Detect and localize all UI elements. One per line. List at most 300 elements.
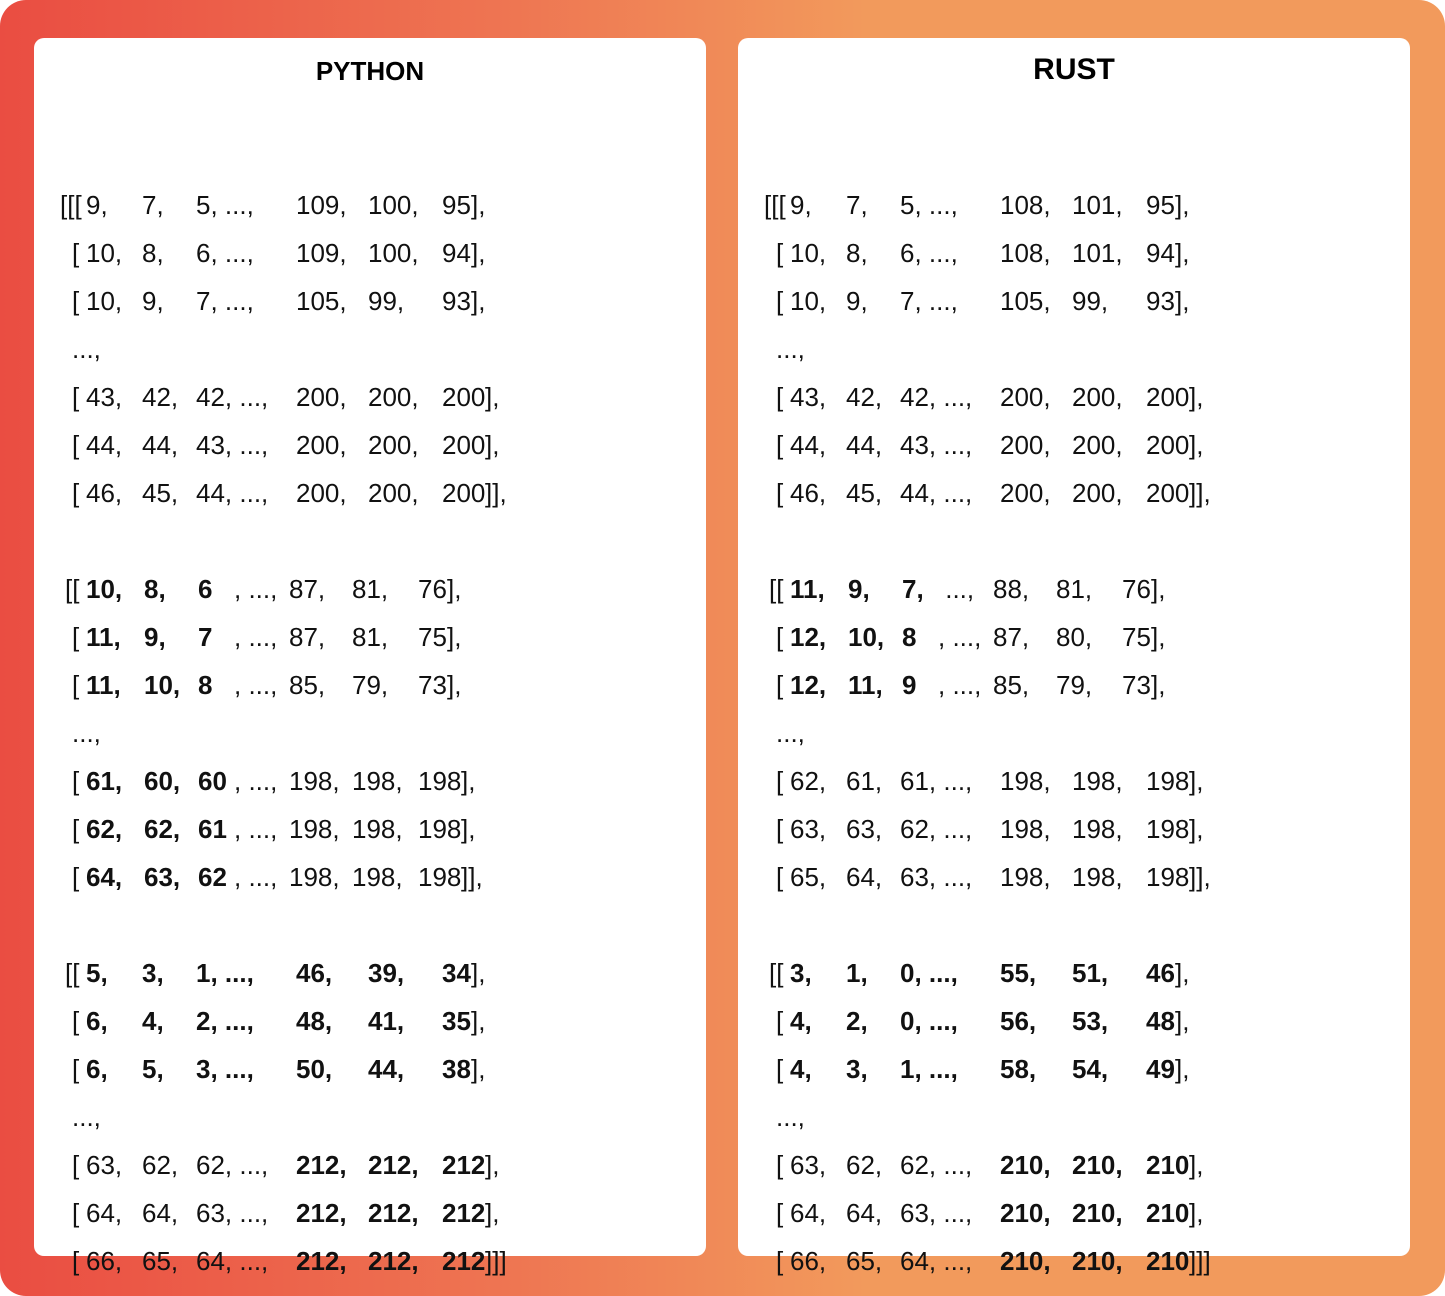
array-value: 7,: [142, 190, 164, 220]
array-value: 62, ...,: [196, 1150, 269, 1180]
array-row: [34, 757, 694, 805]
array-row: [738, 997, 1398, 1045]
array-value: 65,: [846, 1246, 883, 1276]
array-row: [34, 421, 694, 469]
array-value: 10,: [144, 670, 181, 700]
row-ellipsis: ...,: [72, 334, 101, 364]
array-value: 8,: [142, 238, 164, 268]
array-value: 42, ...,: [196, 382, 269, 412]
array-value: , ...,: [234, 622, 278, 652]
array-value: 63,: [790, 814, 827, 844]
array-value: 0, ...,: [900, 958, 958, 988]
array-value: 210,: [1000, 1246, 1051, 1276]
open-bracket: [: [776, 1006, 784, 1036]
array-value: 11,: [790, 574, 825, 604]
array-value: 198: [1146, 862, 1190, 892]
array-value: 210: [1146, 1150, 1190, 1180]
close-bracket: ]]]: [1189, 1246, 1211, 1276]
array-value: 73: [1122, 670, 1151, 700]
array-value: 75: [418, 622, 447, 652]
close-bracket: ],: [461, 766, 476, 796]
close-bracket: ],: [485, 1150, 500, 1180]
array-value: 210,: [1072, 1150, 1123, 1180]
open-bracket: [[[: [764, 190, 786, 220]
array-value: 3,: [790, 958, 812, 988]
array-row: [34, 1093, 694, 1141]
array-value: 100,: [368, 238, 419, 268]
array-value: 39,: [368, 958, 405, 988]
array-value: 200: [442, 478, 486, 508]
array-row: [738, 565, 1398, 613]
open-bracket: [: [72, 1054, 80, 1084]
array-value: 7: [198, 622, 213, 652]
array-value: 12,: [790, 622, 827, 652]
close-bracket: ],: [471, 286, 486, 316]
array-value: 9: [902, 670, 917, 700]
array-value: 200: [1146, 478, 1190, 508]
array-value: 9,: [790, 190, 812, 220]
array-value: 101,: [1072, 190, 1123, 220]
array-value: 64, ...,: [196, 1246, 269, 1276]
array-value: 198,: [1072, 766, 1123, 796]
array-value: 64,: [846, 862, 883, 892]
array-value: 81,: [352, 574, 389, 604]
close-bracket: ],: [1189, 814, 1204, 844]
array-value: 64,: [86, 862, 123, 892]
array-value: 6,: [86, 1006, 108, 1036]
rust-panel: [738, 38, 1410, 1276]
array-value: 200: [1146, 382, 1190, 412]
array-value: 7,: [902, 574, 924, 604]
array-value: 200: [442, 430, 486, 460]
open-bracket: [: [776, 238, 784, 268]
array-value: 46: [1146, 958, 1175, 988]
array-value: 212,: [296, 1246, 347, 1276]
array-row: [34, 805, 694, 853]
array-row: [738, 853, 1398, 901]
array-value: 4,: [790, 1054, 812, 1084]
array-value: 109,: [296, 238, 347, 268]
array-row: [34, 853, 694, 901]
open-bracket: [: [72, 766, 80, 796]
open-bracket: [: [776, 286, 784, 316]
array-value: 198,: [1000, 766, 1051, 796]
array-value: 73: [418, 670, 447, 700]
open-bracket: [: [776, 382, 784, 412]
array-row: [34, 1237, 694, 1285]
array-value: 212: [442, 1198, 486, 1228]
array-value: 108,: [1000, 238, 1051, 268]
array-value: 61,: [846, 766, 883, 796]
close-bracket: ],: [1151, 622, 1166, 652]
array-value: 95: [1146, 190, 1175, 220]
close-bracket: ],: [1175, 1006, 1190, 1036]
close-bracket: ],: [1151, 574, 1166, 604]
array-value: 5,: [86, 958, 108, 988]
array-value: 61: [198, 814, 227, 844]
array-row: [738, 277, 1398, 325]
open-bracket: [: [72, 862, 80, 892]
close-bracket: ],: [1189, 382, 1204, 412]
array-value: 93: [1146, 286, 1175, 316]
array-value: 42, ...,: [900, 382, 973, 412]
array-value: 64,: [790, 1198, 827, 1228]
close-bracket: ],: [1189, 1150, 1204, 1180]
array-value: 80,: [1056, 622, 1093, 652]
array-value: 7, ...,: [196, 286, 254, 316]
array-value: 44,: [790, 430, 827, 460]
close-bracket: ]],: [1189, 478, 1211, 508]
open-bracket: [: [776, 1150, 784, 1180]
array-value: 3,: [846, 1054, 868, 1084]
array-row: [738, 1141, 1398, 1189]
array-value: 76: [1122, 574, 1151, 604]
array-value: 212,: [296, 1150, 347, 1180]
array-value: 46,: [790, 478, 827, 508]
array-value: , ...,: [234, 862, 278, 892]
array-value: 58,: [1000, 1054, 1037, 1084]
close-bracket: ]],: [485, 478, 507, 508]
array-row: [34, 1189, 694, 1237]
array-value: 7,: [846, 190, 868, 220]
array-value: 8,: [144, 574, 166, 604]
array-value: 212: [442, 1150, 486, 1180]
array-row: [34, 373, 694, 421]
array-value: , ...,: [234, 814, 278, 844]
panel-title-python: PYTHON: [315, 56, 425, 86]
array-value: 212,: [296, 1198, 347, 1228]
array-value: 6, ...,: [196, 238, 254, 268]
close-bracket: ]]]: [485, 1246, 507, 1276]
array-row: [738, 1237, 1398, 1285]
array-row: [34, 1045, 694, 1093]
array-row: [34, 661, 694, 709]
array-row: [34, 997, 694, 1045]
python-panel: [34, 38, 706, 1276]
close-bracket: ],: [485, 1198, 500, 1228]
array-value: 12,: [790, 670, 827, 700]
close-bracket: ],: [1175, 958, 1190, 988]
array-row: [34, 613, 694, 661]
array-value: 200,: [296, 382, 347, 412]
array-value: 212,: [368, 1198, 419, 1228]
close-bracket: ],: [1189, 766, 1204, 796]
array-row: [738, 181, 1398, 229]
array-value: 198: [418, 814, 462, 844]
array-value: 1, ...,: [900, 1054, 958, 1084]
array-value: 10,: [86, 238, 123, 268]
array-value: 108,: [1000, 190, 1051, 220]
open-bracket: [: [776, 670, 784, 700]
array-value: 200,: [1000, 478, 1051, 508]
array-value: 3, ...,: [196, 1054, 254, 1084]
array-value: 101,: [1072, 238, 1123, 268]
array-value: 200,: [368, 478, 419, 508]
array-row: [738, 325, 1398, 373]
array-value: 42,: [846, 382, 883, 412]
close-bracket: ],: [1189, 1198, 1204, 1228]
array-value: 198,: [1000, 862, 1051, 892]
open-bracket: [: [72, 1246, 80, 1276]
array-value: 45,: [142, 478, 179, 508]
array-value: 63,: [86, 1150, 123, 1180]
array-value: 11,: [86, 670, 121, 700]
array-value: 65,: [142, 1246, 179, 1276]
array-row: [738, 805, 1398, 853]
array-value: 65,: [790, 862, 827, 892]
array-value: 63, ...,: [900, 862, 973, 892]
array-row: [738, 709, 1398, 757]
open-bracket: [: [776, 430, 784, 460]
open-bracket: [: [72, 478, 80, 508]
array-value: 198,: [289, 862, 340, 892]
open-bracket: [: [72, 382, 80, 412]
open-bracket: [: [776, 478, 784, 508]
array-value: 9,: [144, 622, 166, 652]
array-value: 61, ...,: [900, 766, 973, 796]
row-ellipsis: ...,: [776, 718, 805, 748]
array-value: 198,: [289, 814, 340, 844]
array-value: 44,: [142, 430, 179, 460]
array-value: 212: [442, 1246, 486, 1276]
array-value: 7, ...,: [900, 286, 958, 316]
array-value: 10,: [848, 622, 885, 652]
array-value: 64,: [142, 1198, 179, 1228]
array-value: 35: [442, 1006, 471, 1036]
array-value: 62: [198, 862, 227, 892]
open-bracket: [: [776, 622, 784, 652]
array-value: 100,: [368, 190, 419, 220]
array-value: , ...,: [234, 670, 278, 700]
array-value: , ...,: [938, 622, 982, 652]
array-value: 85,: [289, 670, 326, 700]
array-value: 6: [198, 574, 213, 604]
array-value: 200,: [368, 382, 419, 412]
array-value: 5, ...,: [900, 190, 958, 220]
array-value: 0, ...,: [900, 1006, 958, 1036]
array-value: 200,: [1072, 430, 1123, 460]
array-value: 200,: [296, 478, 347, 508]
array-value: 210: [1146, 1198, 1190, 1228]
array-value: 10,: [86, 574, 123, 604]
row-ellipsis: ...,: [72, 718, 101, 748]
array-row: [738, 949, 1398, 997]
array-value: 79,: [1056, 670, 1093, 700]
array-value: 9,: [848, 574, 870, 604]
array-value: 45,: [846, 478, 883, 508]
array-value: 94: [442, 238, 471, 268]
open-bracket: [: [72, 1198, 80, 1228]
array-value: , ...,: [234, 766, 278, 796]
array-value: 9,: [142, 286, 164, 316]
array-value: 198,: [289, 766, 340, 796]
array-value: 210,: [1000, 1198, 1051, 1228]
array-value: 62,: [846, 1150, 883, 1180]
array-value: 66,: [86, 1246, 123, 1276]
array-value: 5, ...,: [196, 190, 254, 220]
array-value: 105,: [1000, 286, 1051, 316]
array-value: 76: [418, 574, 447, 604]
array-value: 11,: [86, 622, 121, 652]
array-value: 64,: [846, 1198, 883, 1228]
row-ellipsis: ...,: [776, 1102, 805, 1132]
array-value: 200,: [296, 430, 347, 460]
close-bracket: ],: [485, 430, 500, 460]
array-value: 46,: [296, 958, 333, 988]
array-row: [34, 565, 694, 613]
open-bracket: [: [72, 1006, 80, 1036]
panel-title-rust: RUST: [1033, 53, 1115, 86]
array-value: 94: [1146, 238, 1175, 268]
close-bracket: ],: [447, 574, 462, 604]
array-value: 79,: [352, 670, 389, 700]
array-value: 200,: [1000, 382, 1051, 412]
array-row: [738, 421, 1398, 469]
close-bracket: ],: [1175, 1054, 1190, 1084]
open-bracket: [: [72, 1150, 80, 1180]
array-value: 95: [442, 190, 471, 220]
array-value: ...,: [938, 574, 975, 604]
array-value: 44, ...,: [196, 478, 269, 508]
array-value: 48,: [296, 1006, 333, 1036]
open-bracket: [: [72, 622, 80, 652]
array-value: 4,: [790, 1006, 812, 1036]
array-value: 51,: [1072, 958, 1109, 988]
array-value: 49: [1146, 1054, 1175, 1084]
array-value: 11,: [848, 670, 883, 700]
close-bracket: ],: [485, 382, 500, 412]
array-value: 198: [1146, 814, 1190, 844]
array-row: [34, 1141, 694, 1189]
array-row: [738, 661, 1398, 709]
array-value: 87,: [993, 622, 1030, 652]
array-value: 43,: [86, 382, 123, 412]
open-bracket: [: [72, 814, 80, 844]
open-bracket: [: [776, 862, 784, 892]
array-value: 53,: [1072, 1006, 1109, 1036]
open-bracket: [[[: [60, 190, 82, 220]
array-value: 62,: [144, 814, 181, 844]
array-value: 200,: [1072, 382, 1123, 412]
array-value: 99,: [1072, 286, 1109, 316]
array-row: [34, 277, 694, 325]
close-bracket: ],: [447, 670, 462, 700]
open-bracket: [: [776, 1198, 784, 1228]
array-value: 88,: [993, 574, 1030, 604]
array-value: 200,: [1000, 430, 1051, 460]
array-value: 4,: [142, 1006, 164, 1036]
close-bracket: ],: [471, 1006, 486, 1036]
array-value: 3,: [142, 958, 164, 988]
array-value: , ...,: [938, 670, 982, 700]
close-bracket: ],: [1175, 238, 1190, 268]
array-value: 198,: [1000, 814, 1051, 844]
close-bracket: ],: [461, 814, 476, 844]
array-value: 46,: [86, 478, 123, 508]
array-value: 8,: [846, 238, 868, 268]
array-value: 99,: [368, 286, 405, 316]
open-bracket: [: [776, 1054, 784, 1084]
array-value: 210: [1146, 1246, 1190, 1276]
array-value: 66,: [790, 1246, 827, 1276]
open-bracket: [[: [769, 958, 784, 988]
array-value: 200: [1146, 430, 1190, 460]
array-value: 62,: [86, 814, 123, 844]
array-row: [34, 229, 694, 277]
array-value: 63, ...,: [196, 1198, 269, 1228]
close-bracket: ]],: [1189, 862, 1211, 892]
open-bracket: [: [776, 814, 784, 844]
array-value: 5,: [142, 1054, 164, 1084]
array-row: [738, 373, 1398, 421]
array-row: [34, 181, 694, 229]
array-value: 6,: [86, 1054, 108, 1084]
array-row: [738, 469, 1398, 517]
array-value: , ...,: [234, 574, 278, 604]
array-value: 38: [442, 1054, 471, 1084]
array-value: 10,: [790, 286, 827, 316]
array-value: 198,: [1072, 814, 1123, 844]
close-bracket: ]],: [461, 862, 483, 892]
row-ellipsis: ...,: [776, 334, 805, 364]
close-bracket: ],: [1189, 430, 1204, 460]
array-value: 9,: [846, 286, 868, 316]
array-value: 56,: [1000, 1006, 1037, 1036]
array-value: 200,: [1072, 478, 1123, 508]
array-value: 6, ...,: [900, 238, 958, 268]
array-value: 210,: [1072, 1246, 1123, 1276]
array-value: 62,: [142, 1150, 179, 1180]
array-value: 210,: [1072, 1198, 1123, 1228]
open-bracket: [: [72, 430, 80, 460]
array-row: [34, 325, 694, 373]
array-value: 81,: [352, 622, 389, 652]
array-value: 9,: [86, 190, 108, 220]
array-value: 62, ...,: [900, 1150, 973, 1180]
array-value: 87,: [289, 622, 326, 652]
array-value: 109,: [296, 190, 347, 220]
array-value: 43, ...,: [196, 430, 269, 460]
array-value: 1,: [846, 958, 868, 988]
array-value: 212,: [368, 1246, 419, 1276]
array-value: 1, ...,: [196, 958, 254, 988]
array-value: 2,: [846, 1006, 868, 1036]
array-value: 87,: [289, 574, 326, 604]
close-bracket: ],: [471, 190, 486, 220]
array-value: 41,: [368, 1006, 405, 1036]
array-value: 105,: [296, 286, 347, 316]
array-value: 85,: [993, 670, 1030, 700]
array-value: 60,: [144, 766, 181, 796]
array-value: 81,: [1056, 574, 1093, 604]
array-value: 42,: [142, 382, 179, 412]
array-value: 54,: [1072, 1054, 1109, 1084]
array-row: [738, 613, 1398, 661]
array-row: [738, 1045, 1398, 1093]
array-value: 198,: [352, 862, 403, 892]
array-value: 200: [442, 382, 486, 412]
array-value: 198: [418, 766, 462, 796]
array-value: 62, ...,: [900, 814, 973, 844]
close-bracket: ],: [1175, 190, 1190, 220]
array-value: 212,: [368, 1150, 419, 1180]
open-bracket: [[: [65, 958, 80, 988]
open-bracket: [: [776, 1246, 784, 1276]
array-value: 60: [198, 766, 227, 796]
array-value: 200,: [368, 430, 419, 460]
open-bracket: [: [776, 766, 784, 796]
close-bracket: ],: [471, 958, 486, 988]
